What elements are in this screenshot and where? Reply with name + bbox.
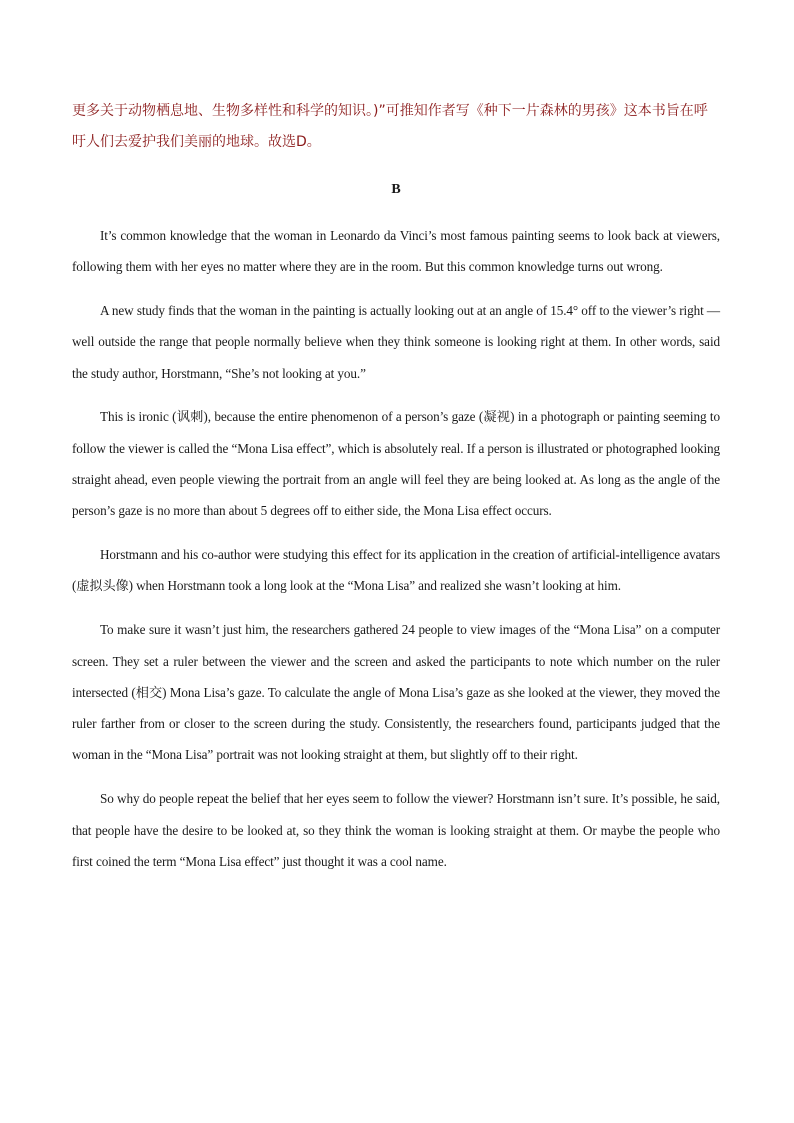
passage-paragraph-5: To make sure it wasn’t just him, the researchers gathered 24 people to view images of the “Mona Lisa” on a computer screen. They set a ruler between the viewer and the screen and asked the participants to note which number on the ruler intersected (相交) Mona Lisa’s gaze. To calculate the angle of Mona Lisa’s gaze as she looked at the viewer, they moved the ruler farther from or closer to the screen during the study. Consistently, the researchers found, participants judged that the woman in the “Mona Lisa” portrait was not looking straight at them, but slightly off to their right. xyxy=(72,622,720,763)
passage-paragraph-2: A new study finds that the woman in the painting is actually looking out at an angle of 15.4° off to the viewer’s right — well outside the range that people normally believe when they think someone is looking right at them. In other words, said the study author, Horstmann, “She’s not looking at you.” xyxy=(72,303,720,381)
answer-explanation: 更多关于动物栖息地、生物多样性和科学的知识。)”可推知作者写《种下一片森林的男孩》这本书旨在呼吁人们去爱护我们美丽的地球。故选D。 xyxy=(72,103,708,150)
passage-paragraph-6: So why do people repeat the belief that her eyes seem to follow the viewer? Horstmann isn’t sure. It’s possible, he said, that people have the desire to be looked at, so they think the woman is looking straight at them. Or maybe the people who first coined the term “Mona Lisa effect” just thought it was a cool name. xyxy=(72,791,720,869)
section-heading: B xyxy=(391,182,401,197)
document-page xyxy=(72,96,720,890)
passage-paragraph-1: It’s common knowledge that the woman in Leonardo da Vinci’s most famous painting seems to look back at viewers, following them with her eyes no matter where they are in the room. But this common knowledge turns out wrong. xyxy=(72,228,720,275)
passage-paragraph-4: Horstmann and his co-author were studying this effect for its application in the creation of artificial-intelligence avatars (虚拟头像) when Horstmann took a long look at the “Mona Lisa” and realized she wasn’t looking at him. xyxy=(72,547,720,594)
passage-paragraph-3: This is ironic (讽刺), because the entire phenomenon of a person’s gaze (凝视) in a photograph or painting seeming to follow the viewer is called the “Mona Lisa effect”, which is absolutely real. If a person is illustrated or photographed looking straight ahead, even people viewing the portrait from an angle will feel they are being looked at. As long as the angle of the person’s gaze is no more than about 5 degrees off to either side, the Mona Lisa effect occurs. xyxy=(72,409,720,519)
